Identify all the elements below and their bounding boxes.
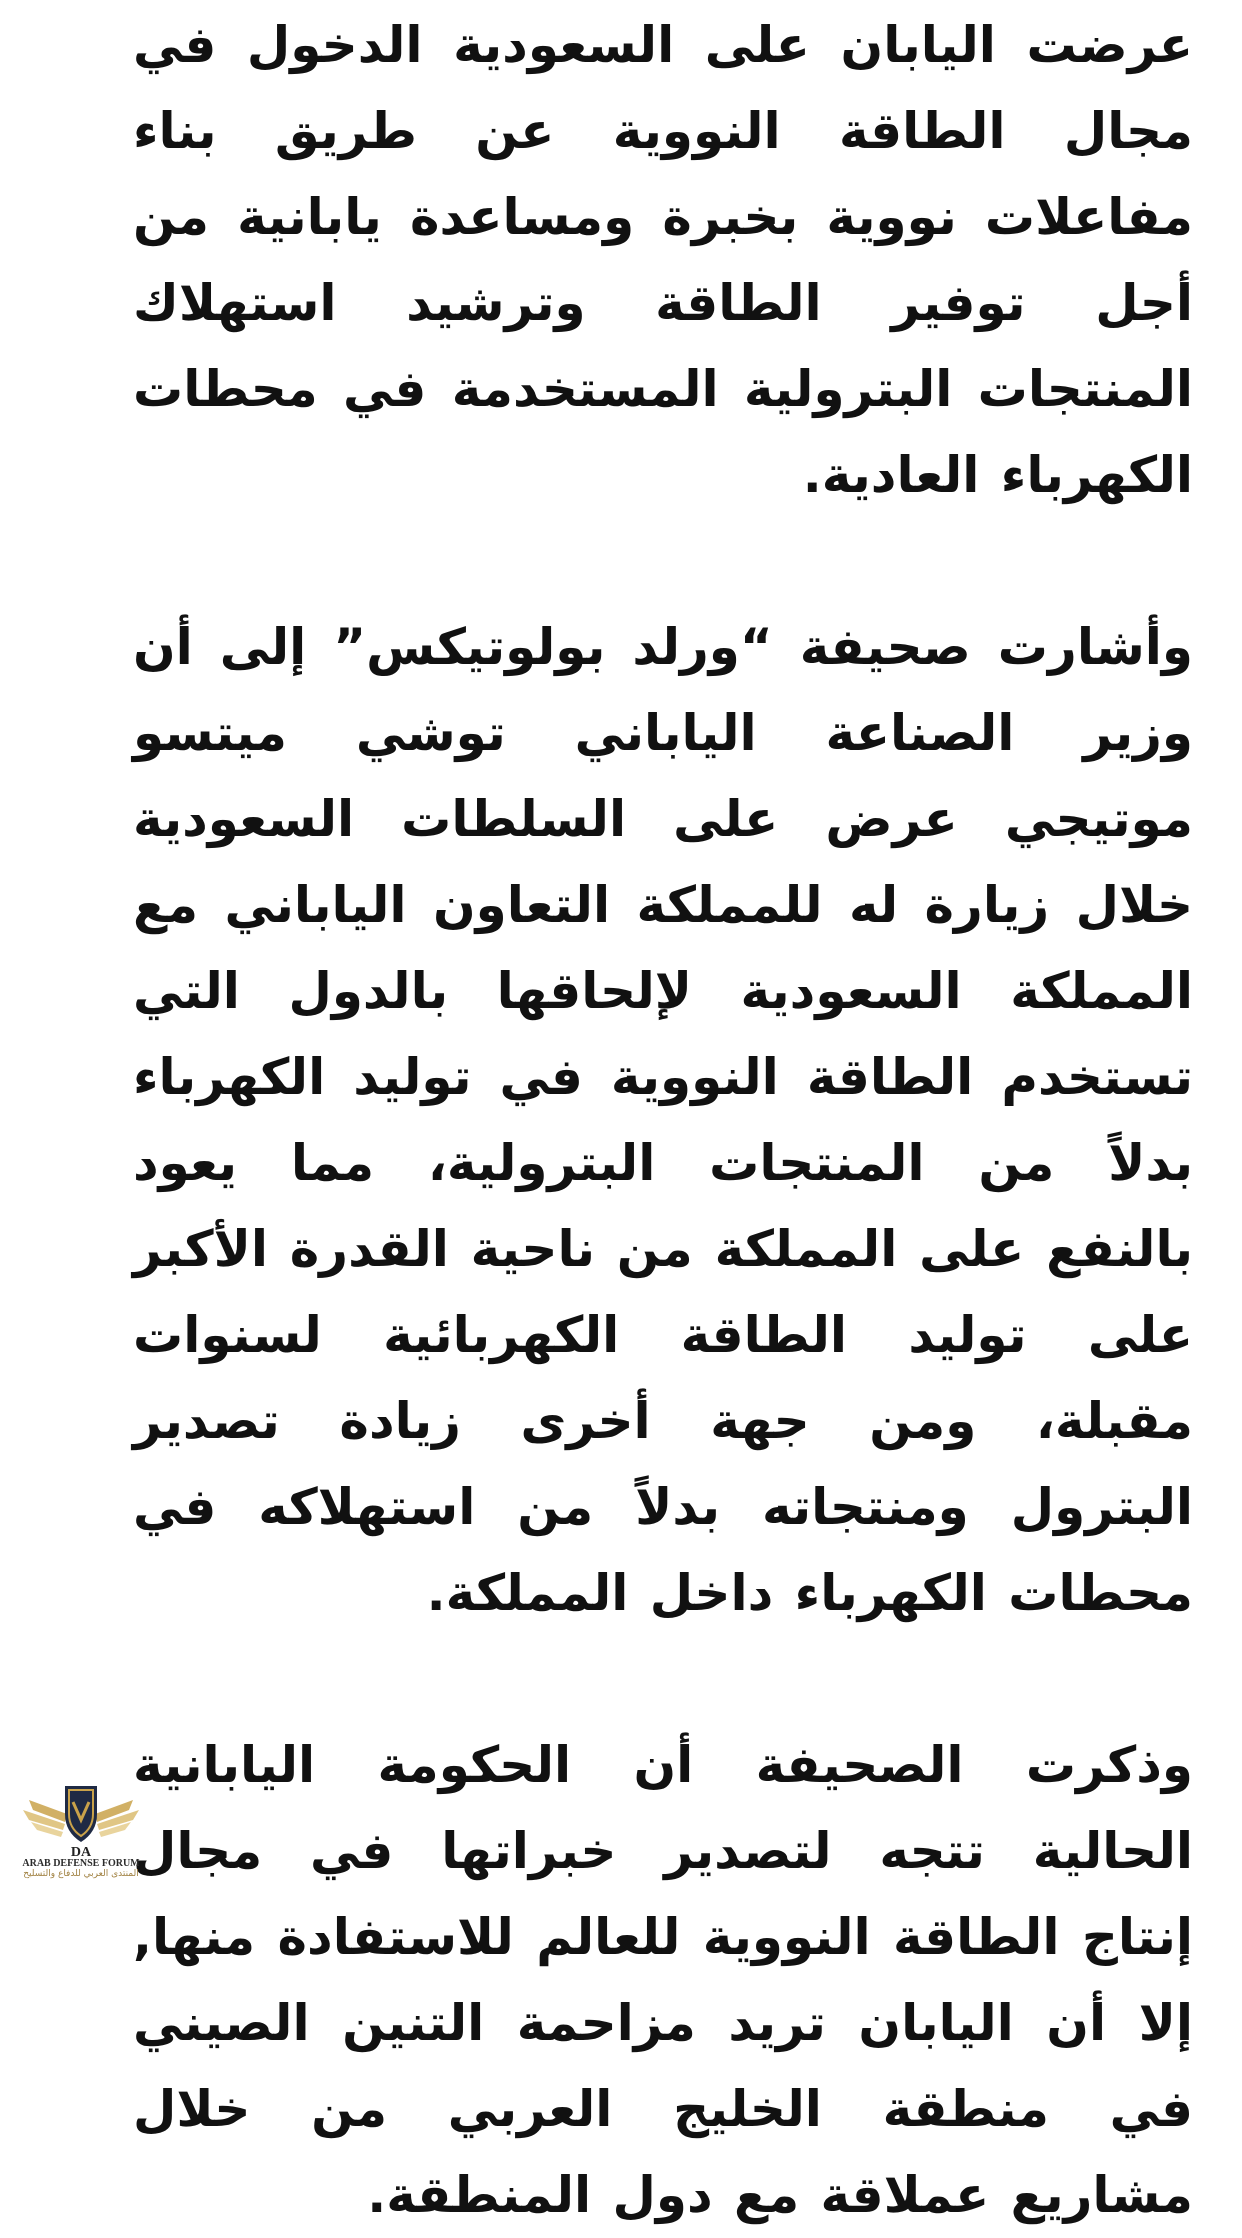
shield-wings-icon [21, 1780, 141, 1858]
article-paragraph-3: وذكرت الصحيفة أن الحكومة اليابانية الحالية تتجه لتصدير خبراتها في مجال إنتاج الطاقة النووية للعالم للاستفادة منها, إلا أن اليابان تريد مزاحمة التنين الصيني في منطقة الخليج العربي من خلال مشاريع عملاقة مع دول المنطقة. [133, 1736, 1193, 2224]
article-paragraph-1: عرضت اليابان على السعودية الدخول في مجال الطاقة النووية عن طريق بناء مفاعلات نووية بخبرة ومساعدة يابانية من أجل توفير الطاقة وترشيد استهلاك المنتجات البترولية المستخدمة في محطات الكهرباء العادية. [133, 16, 1193, 504]
logo-letters: DA [70, 1845, 92, 1858]
article-paragraph-2: وأشارت صحيفة “ورلد بولوتيكس” إلى أن وزير الصناعة الياباني توشي ميتسو موتيجي عرض على السلطات السعودية خلال زيارة له للمملكة التعاون الياباني مع المملكة السعودية لإلحاقها بالدول التي تستخدم الطاقة النووية في توليد الكهرباء بدلاً من المنتجات البترولية، مما يعود بالنفع على المملكة من ناحية القدرة الأكبر على توليد الطاقة الكهربائية لسنوات مقبلة، ومن جهة أخرى زيادة تصدير البترول ومنتجاته بدلاً من استهلاكه في محطات الكهرباء داخل المملكة. [133, 618, 1193, 1622]
forum-watermark [6, 1780, 156, 1888]
article-body [133, 0, 1193, 2238]
watermark-name-en: ARAB DEFENSE FORUM [22, 1858, 140, 1869]
watermark-name-ar: المنتدى العربي للدفاع والتسليح [23, 1869, 139, 1879]
